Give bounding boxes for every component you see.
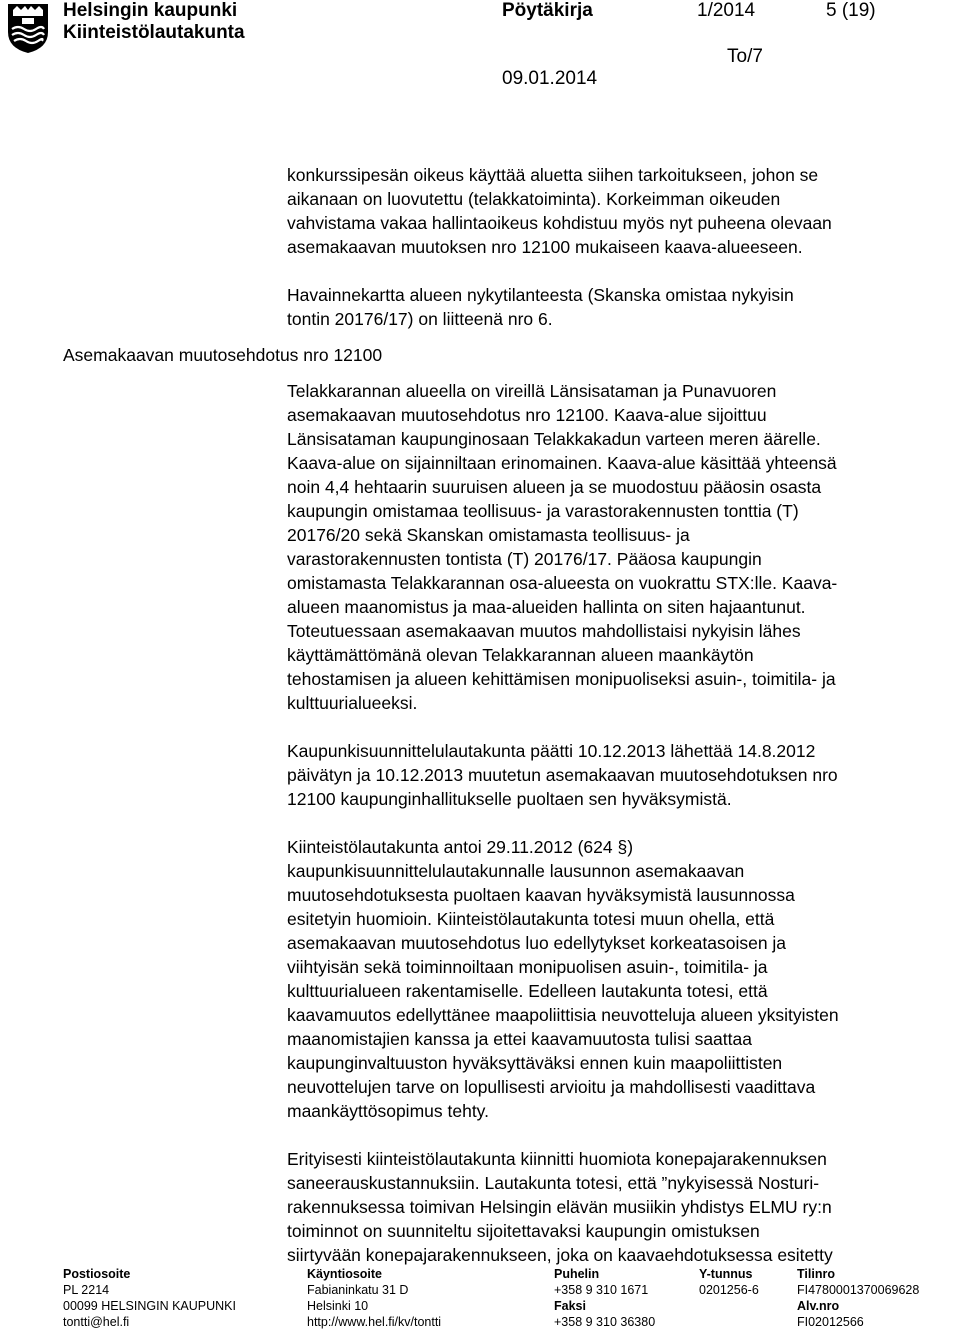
text-line: siirtyvään konepajarakennukseen, joka on kaavaehdotuksessa esitetty [287, 1245, 833, 1265]
footer-label: Käyntiosoite [307, 1267, 383, 1281]
text-line: toiminnot on suunniteltu sijoitettavaksi kaupungin omistuksen [287, 1221, 760, 1241]
paragraph [287, 1147, 947, 1267]
paragraph [287, 835, 947, 1123]
text-line: Kiinteistölautakunta antoi 29.11.2012 (624 §) [287, 837, 634, 857]
text-line: kulttuurialueeksi. [287, 693, 418, 713]
text-line: Erityisesti kiinteistölautakunta kiinnitti huomiota konepajarakennuksen [287, 1149, 827, 1169]
text-line: 20176/20 sekä Skanskan omistamasta teollisuus- ja [287, 525, 690, 545]
side-heading: Asemakaavan muutosehdotus nro 12100 [63, 345, 383, 365]
text-line: 12100 kaupunginhallitukselle puoltaen sen hyväksymistä. [287, 789, 732, 809]
text-line: viihtyisän sekä toiminnoiltaan monipuolisen asuin-, toimitila- ja [287, 957, 768, 977]
footer-business-id [699, 1266, 759, 1298]
board-name: Kiinteistölautakunta [63, 22, 245, 43]
text-line: esitetyin huomioin. Kiinteistölautakunta totesi muun ohella, että [287, 909, 775, 929]
page-number: 5 (19) [826, 0, 876, 21]
text-line: maanomistajien kanssa ja ettei kaavamuutosta tulisi saattaa [287, 1029, 752, 1049]
text-line: kulttuurialueen rakentamiselle. Edelleen lautakunta totesi, että [287, 981, 768, 1001]
paragraph [287, 379, 947, 715]
document-type: Pöytäkirja [502, 0, 593, 21]
footer-value: 0201256-6 [699, 1283, 759, 1297]
footer-value: PL 2214 [63, 1283, 110, 1297]
footer-value: Helsinki 10 [307, 1299, 369, 1313]
text-line: tontin 20176/17) on liitteenä nro 6. [287, 309, 553, 329]
text-line: asemakaavan muutosehdotus luo edellytykset korkeatasoisen ja [287, 933, 787, 953]
text-line: varastorakennusten tontista (T) 20176/17. Pääosa kaupungin [287, 549, 762, 569]
text-line: Länsisataman kaupunginosaan Telakkakadun varteen meren äärelle. [287, 429, 821, 449]
footer-website-link[interactable]: http://www.hel.fi/kv/tontti [307, 1315, 442, 1329]
text-line: Kaupunkisuunnittelulautakunta päätti 10.12.2013 lähettää 14.8.2012 [287, 741, 816, 761]
text-line: käyttämättömänä olevan Telakkarannan alueen maankäytön [287, 645, 754, 665]
text-line: muutosehdotuksesta puoltaen kaavan hyväksymistä lausunnossa [287, 885, 795, 905]
document-number: 1/2014 [697, 0, 756, 21]
text-line: aikanaan on luovutettu (telakkatoiminta). Korkeimman oikeuden [287, 189, 781, 209]
footer-visiting-address [307, 1266, 441, 1330]
text-line: Havainnekartta alueen nykytilanteesta (Skanska omistaa nykyisin [287, 285, 794, 305]
footer-value: FI4780001370069628 [797, 1283, 920, 1297]
text-line: omistamasta Telakkarannan osa-alueesta on vuokrattu STX:lle. Kaava- [287, 573, 838, 593]
text-line: päivätyn ja 10.12.2013 muutetun asemakaavan muutosehdotuksen nro [287, 765, 838, 785]
paragraph [287, 739, 947, 811]
text-line: tehostamisen ja alueen kehittämisen monipuoliseksi asuin-, toimitila- ja [287, 669, 836, 689]
text-line: saneerauskustannuksiin. Lautakunta totesi, että ”nykyisessä Nosturi- [287, 1173, 820, 1193]
text-line: noin 4,4 hehtaarin suuruisen alueen ja se muodostuu pääosin osasta [287, 477, 822, 497]
text-line: Telakkarannan alueella on vireillä Länsisataman ja Punavuoren [287, 381, 777, 401]
paragraph [287, 283, 947, 331]
section-number: To/7 [727, 46, 763, 67]
footer-label: Y-tunnus [699, 1267, 753, 1281]
footer-label: Postiosoite [63, 1267, 131, 1281]
footer-postal-address [63, 1266, 236, 1330]
text-line: maankäyttösopimus tehty. [287, 1101, 489, 1121]
text-line: kaupunkisuunnittelulautakunnalle lausunnon asemakaavan [287, 861, 745, 881]
text-line: kaupungin omistamaa teollisuus- ja varastorakennusten tonttia (T) [287, 501, 799, 521]
helsinki-crest-logo [6, 2, 50, 54]
text-line: Toteutuessaan asemakaavan muutos mahdollistaisi nykyisin lähes [287, 621, 801, 641]
footer-value: FI02012566 [797, 1315, 864, 1329]
footer-phone [554, 1266, 655, 1330]
text-line: asemakaavan muutoksen nro 12100 mukaiseen kaava-alueeseen. [287, 237, 803, 257]
footer-value: +358 9 310 1671 [554, 1283, 649, 1297]
paragraph [287, 163, 947, 259]
document-date: 09.01.2014 [502, 68, 598, 89]
footer-label: Faksi [554, 1299, 586, 1313]
footer-account [797, 1266, 919, 1330]
text-line: alueen maanomistus ja maa-alueiden hallinta on siten hajaantunut. [287, 597, 806, 617]
body-text [287, 163, 947, 1267]
text-line: asemakaavan muutosehdotus nro 12100. Kaava-alue sijoittuu [287, 405, 767, 425]
footer-value: Fabianinkatu 31 D [307, 1283, 409, 1297]
footer-value: +358 9 310 36380 [554, 1315, 656, 1329]
footer-value: 00099 HELSINGIN KAUPUNKI [63, 1299, 236, 1313]
org-name: Helsingin kaupunki [63, 0, 238, 21]
text-line: kaavamuutos edellyttänee maapoliittisia neuvotteluja alueen yksityisten [287, 1005, 839, 1025]
footer-label: Alv.nro [797, 1299, 840, 1313]
footer-label: Puhelin [554, 1267, 600, 1281]
text-line: rakennuksessa toimivan Helsingin elävän musiikin yhdistys ELMU ry:n [287, 1197, 832, 1217]
text-line: Kaava-alue on sijainniltaan erinomainen. Kaava-alue käsittää yhteensä [287, 453, 837, 473]
text-line: kaupunginvaltuuston hyväksyttäväksi ennen kuin maapoliittisten [287, 1053, 783, 1073]
text-line: konkurssipesän oikeus käyttää aluetta siihen tarkoitukseen, johon se [287, 165, 819, 185]
text-line: neuvottelujen tarve on lopullisesti arvioitu ja mahdollisesti vaadittava [287, 1077, 816, 1097]
footer-label: Tilinro [797, 1267, 835, 1281]
text-line: vahvistama vakaa hallintaoikeus kohdistuu myös nyt puheena olevaan [287, 213, 832, 233]
footer-email-link[interactable]: tontti@hel.fi [63, 1315, 130, 1329]
